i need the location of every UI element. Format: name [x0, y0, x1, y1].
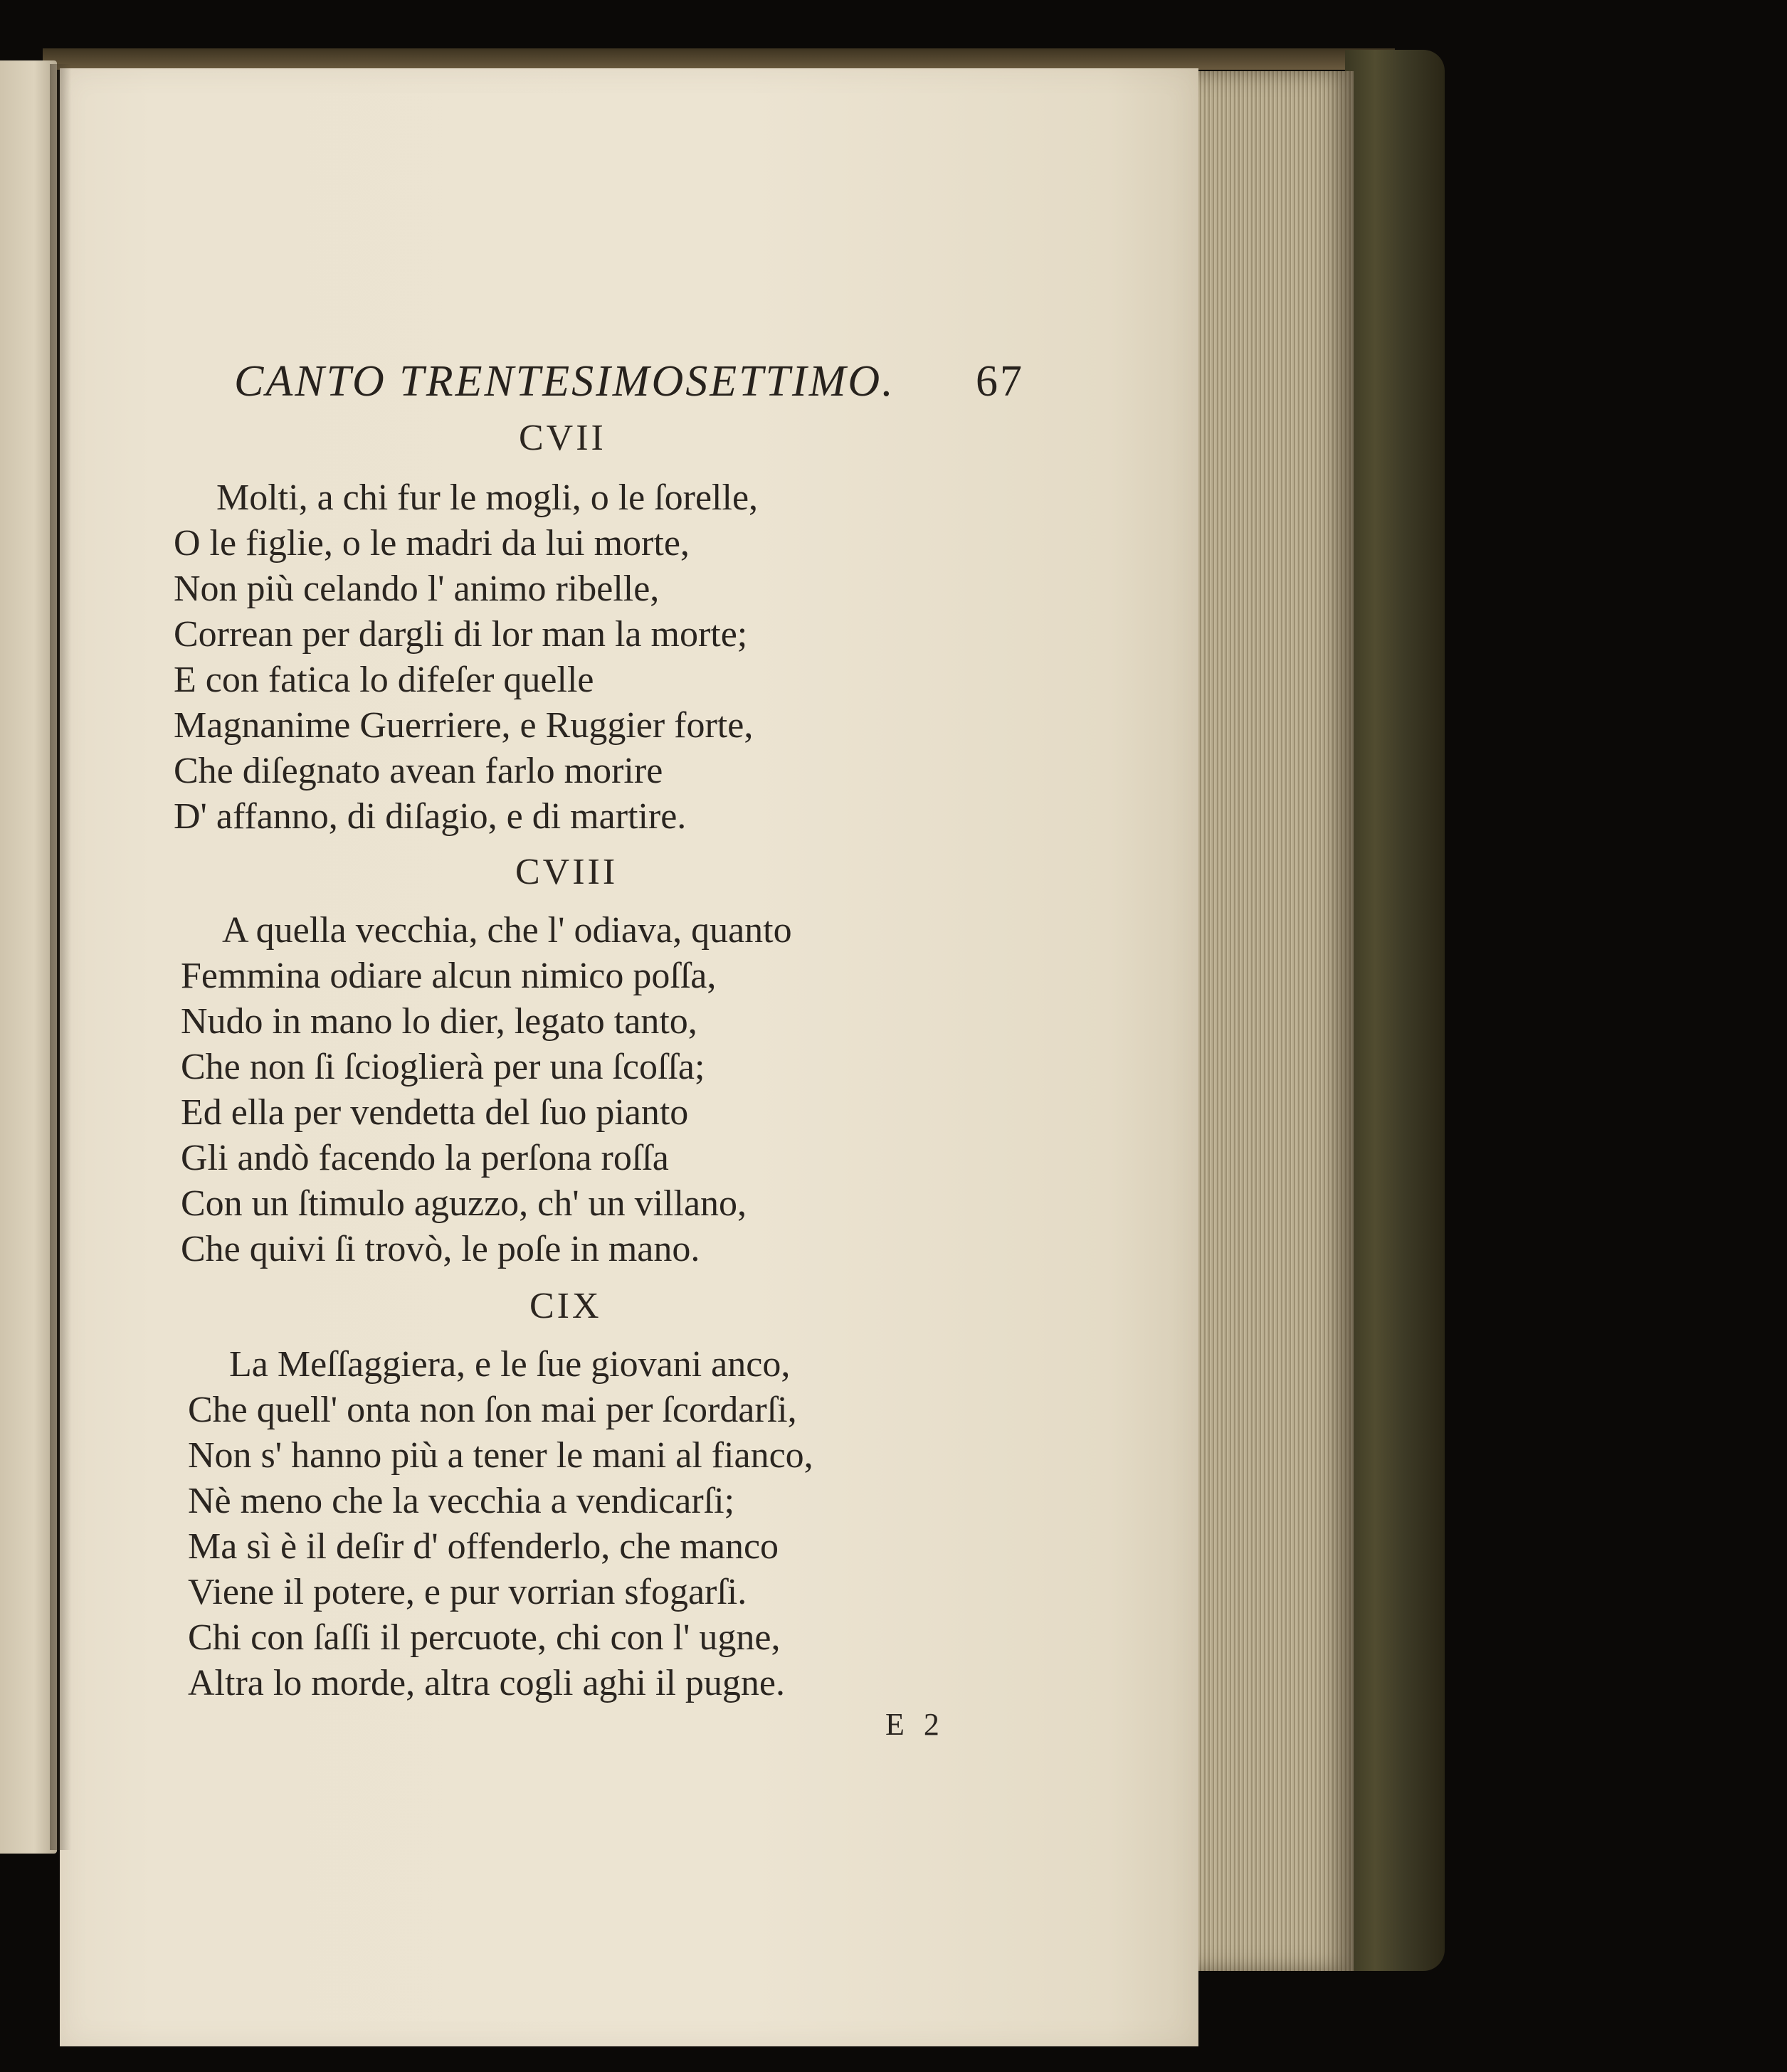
verse-line: Nudo in mano lo dier, legato tanto, [181, 1001, 697, 1042]
verse-line: D' affanno, di diſagio, e di martire. [174, 796, 687, 837]
verse-line: Non più celando l' animo ribelle, [174, 569, 660, 609]
verse-line: Nè meno che la vecchia a vendicarſi; [188, 1481, 735, 1521]
verse-line: Che non ſi ſcioglierà per una ſcoſſa; [181, 1047, 705, 1087]
stanza-number: CVIII [515, 852, 618, 892]
verse-line: Che quivi ſi trovò, le poſe in mano. [181, 1229, 700, 1269]
stanza-verse [181, 908, 792, 1272]
page-number: 67 [976, 357, 1024, 406]
stanza-verse [188, 1342, 813, 1706]
verse-line: Chi con ſaſſi il percuote, chi con l' ugne, [188, 1617, 781, 1658]
verse-line: O le figlie, o le madri da lui morte, [174, 523, 690, 564]
book-page [60, 68, 1198, 2046]
stanza-number: CIX [529, 1286, 602, 1326]
gutter-shadow [50, 64, 71, 1850]
verse-line: Che quell' onta non ſon mai per ſcordarſi, [188, 1390, 797, 1430]
verse-line: Ed ella per vendetta del ſuo pianto [181, 1092, 689, 1133]
verse-line: La Meſſaggiera, e le ſue giovani anco, [229, 1344, 791, 1385]
verse-line: Magnanime Guerriere, e Ruggier forte, [174, 705, 754, 746]
facing-page-edge [0, 60, 57, 1854]
running-head-title: CANTO TRENTESIMOSETTIMO. [234, 357, 895, 406]
book-cover-top-edge [43, 48, 1395, 70]
verse-line: Che diſegnato avean farlo morire [174, 751, 663, 791]
verse-line: Ma sì è il deſir d' offenderlo, che manco [188, 1526, 779, 1567]
verse-line: E con fatica lo difeſer quelle [174, 660, 594, 700]
verse-line: Con un ſtimulo aguzzo, ch' un villano, [181, 1183, 747, 1224]
leather-cover [1345, 50, 1445, 1971]
verse-line: Gli andò facendo la perſona roſſa [181, 1138, 669, 1178]
page-block-edge [1190, 71, 1354, 1971]
verse-line: Correan per dargli di lor man la morte; [174, 614, 748, 655]
stanza-verse [174, 475, 758, 840]
verse-line: A quella vecchia, che l' odiava, quanto [222, 910, 792, 951]
verse-line: Molti, a chi fur le mogli, o le ſorelle, [216, 477, 759, 518]
stanza-number: CVII [519, 418, 606, 458]
verse-line: Non s' hanno più a tener le mani al fianco, [188, 1435, 813, 1476]
catchword-signature: E 2 [885, 1707, 945, 1742]
verse-line: Altra lo morde, altra cogli aghi il pugne. [188, 1663, 785, 1703]
page-text [60, 68, 1198, 2046]
verse-line: Viene il potere, e pur vorrian sfogarſi. [188, 1572, 747, 1612]
verse-line: Femmina odiare alcun nimico poſſa, [181, 956, 717, 996]
running-head [234, 353, 1024, 410]
